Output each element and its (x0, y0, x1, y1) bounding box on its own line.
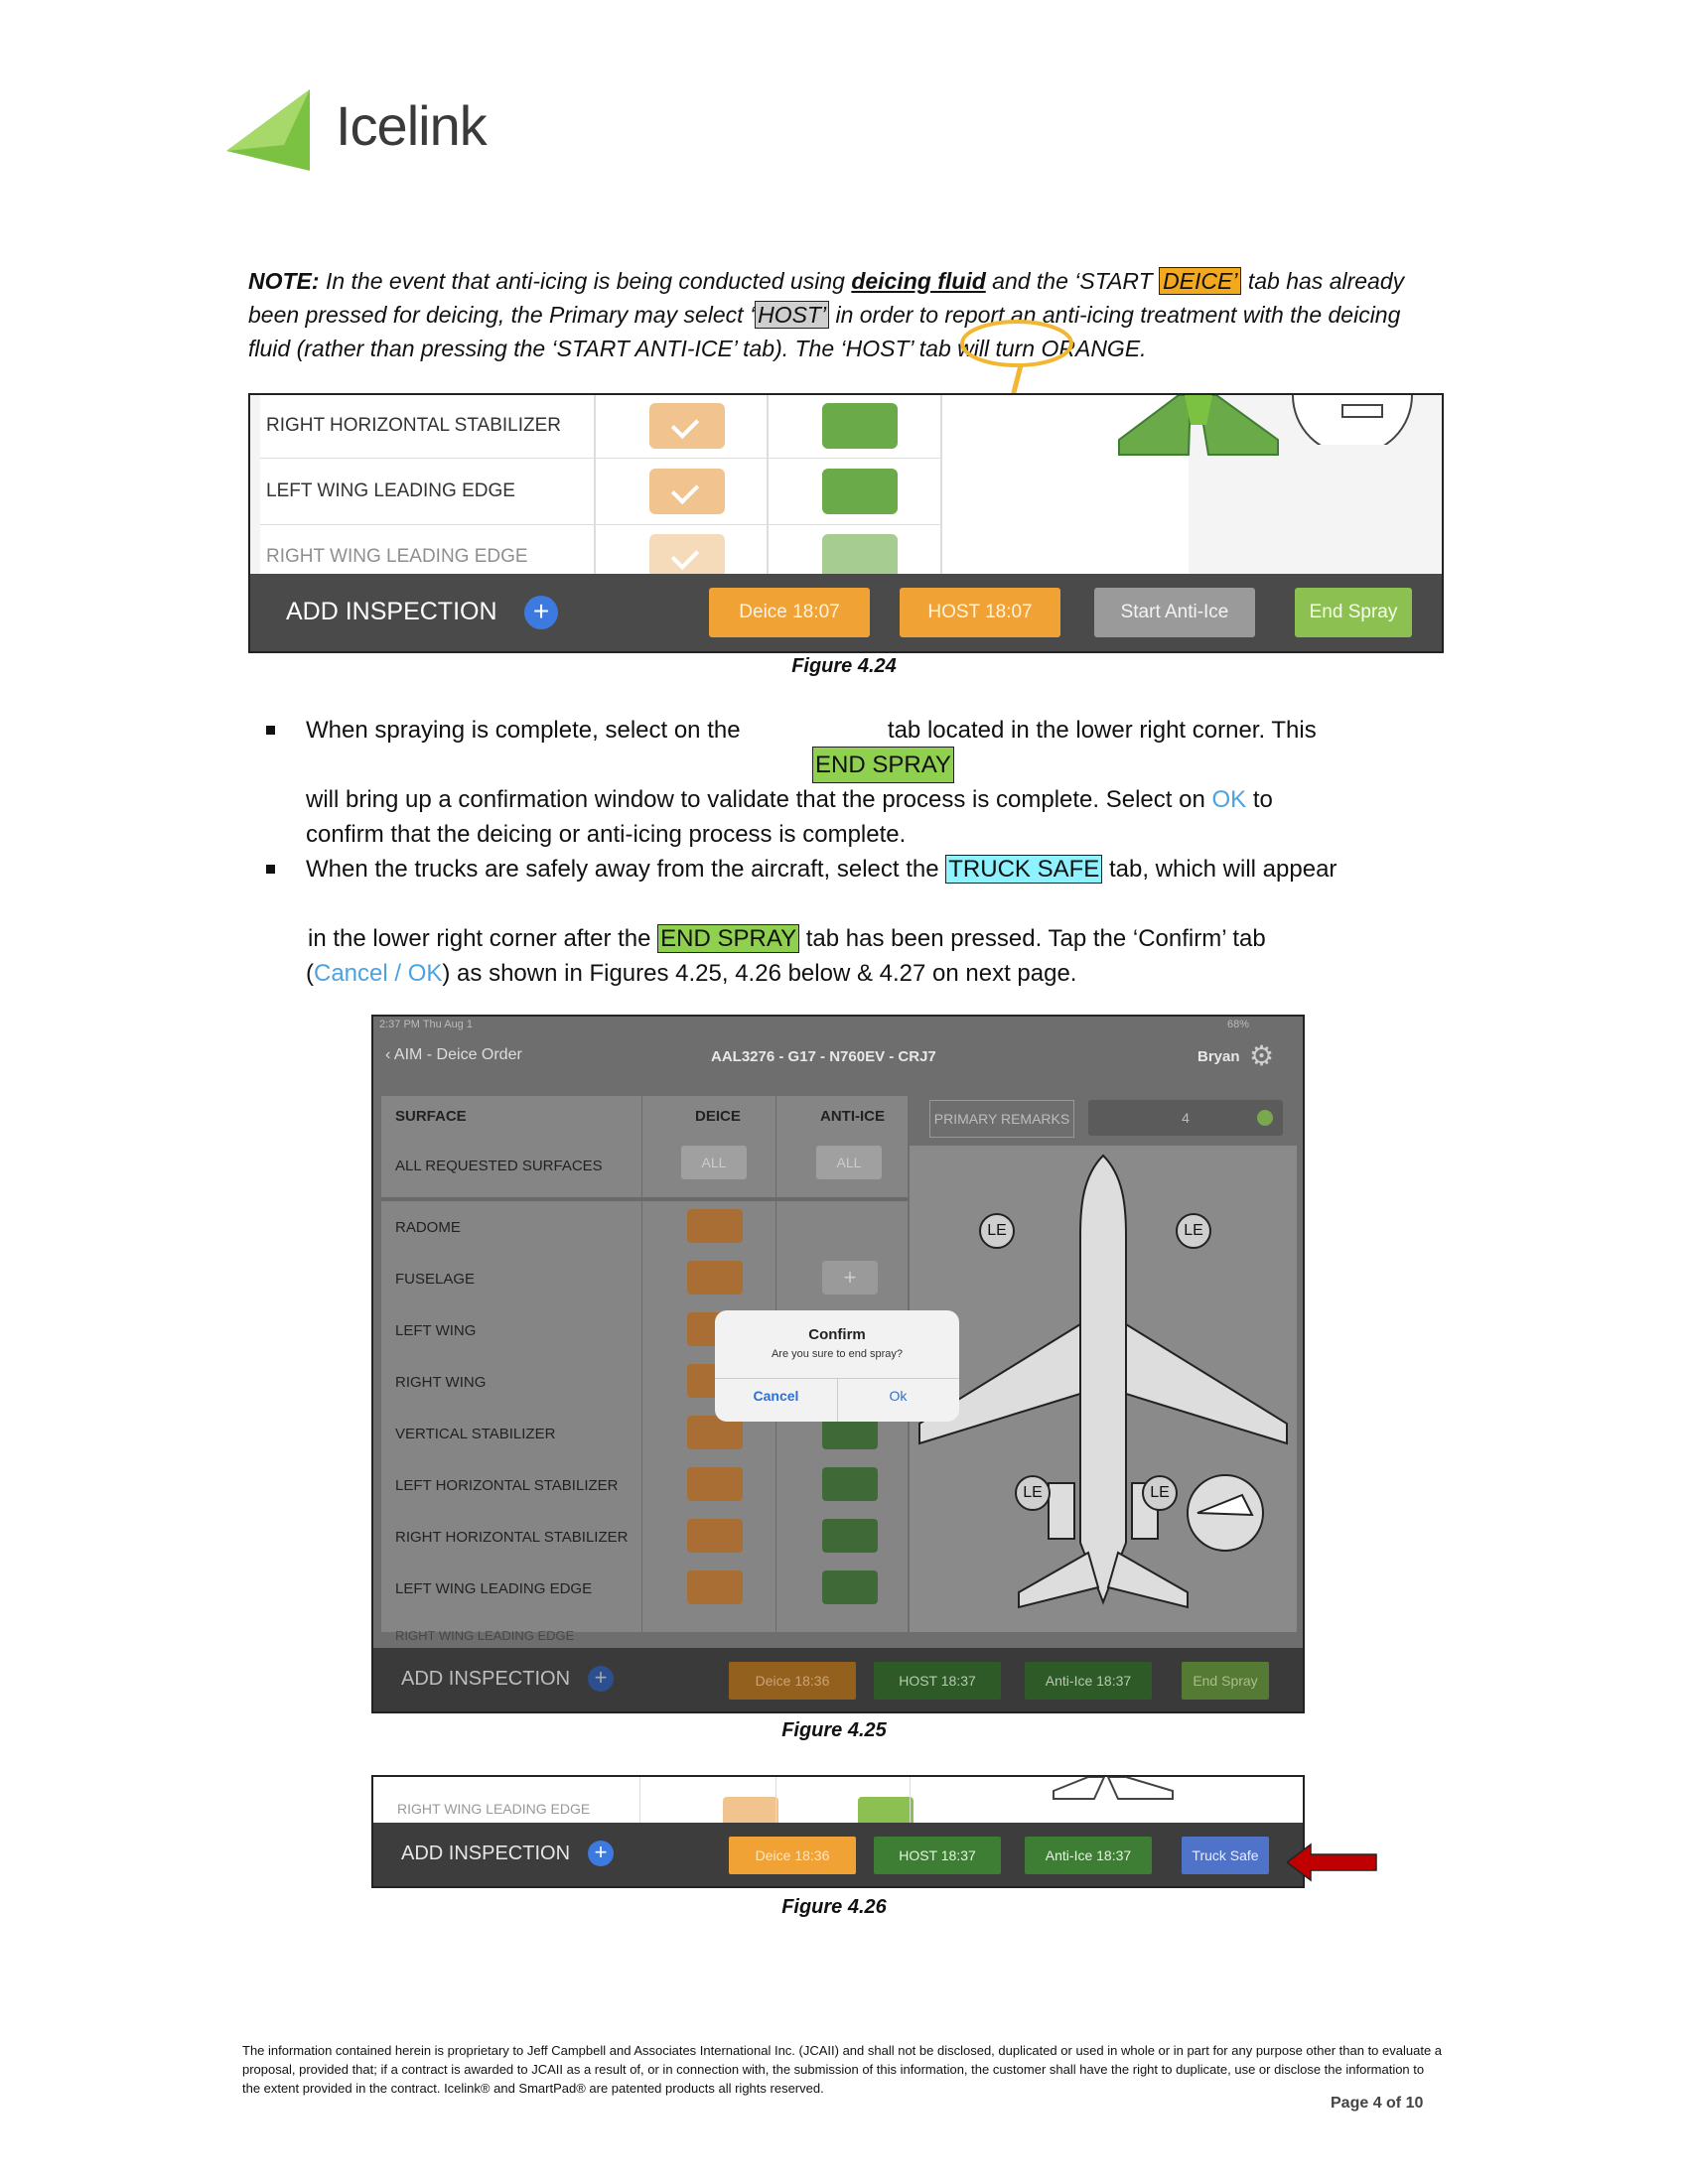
surface-row-label: RIGHT WING LEADING EDGE (395, 1628, 575, 1643)
bottom-action-bar (250, 574, 1442, 651)
bottom-action-bar (373, 1648, 1303, 1711)
end-spray-tag-highlight: END SPRAY (657, 924, 799, 953)
dialog-title: Confirm (808, 1326, 866, 1343)
all-requested-surfaces-label: ALL REQUESTED SURFACES (395, 1158, 603, 1174)
deice-check-button[interactable] (687, 1209, 743, 1243)
status-time: 2:37 PM Thu Aug 1 (379, 1019, 473, 1030)
deice-button[interactable]: Deice 18:07 (709, 588, 870, 637)
anti-ice-button[interactable]: Anti-Ice 18:37 (1025, 1837, 1152, 1874)
deice-check-button[interactable] (649, 469, 725, 514)
surface-row-label: RIGHT WING (395, 1374, 487, 1391)
deice-all-button[interactable]: ALL (681, 1146, 747, 1179)
orange-word: ORANGE. (1041, 336, 1147, 361)
remarks-count: 4 (1088, 1100, 1283, 1136)
end-spray-button[interactable]: End Spray (1182, 1662, 1269, 1700)
figure-4-24 (248, 393, 1444, 653)
deice-header: DEICE (695, 1108, 741, 1125)
deice-check-button[interactable] (687, 1261, 743, 1295)
truck-safe-button[interactable]: Truck Safe (1182, 1837, 1269, 1874)
figure-caption: Figure 4.24 (791, 655, 897, 677)
bullet-list: When spraying is complete, select on the tab located in the lower right corner. This END SPRAY will bring up a confirmation window to validate that the process is complete. Select on OK to confirm that the deicing or anti-icing process is complete. When the trucks are safely away from the aircraft, select the TRUCK SAFE tab, which will appear in the lower right corner after the END SPRAY tab has been pressed. Tap the ‘Confirm’ tab (Cancel / OK) as shown in Figures 4.25, 4.26 below & 4.27 on next page. (306, 713, 1448, 991)
deice-button[interactable]: Deice 18:36 (729, 1837, 856, 1874)
icelink-logo (226, 87, 336, 171)
figure-caption: Figure 4.25 (781, 1719, 887, 1741)
add-inspection-plus-icon[interactable]: + (524, 596, 558, 629)
deice-tag-highlight: DEICE’ (1159, 267, 1241, 295)
deice-button[interactable]: Deice 18:36 (729, 1662, 856, 1700)
surface-row-label: LEFT HORIZONTAL STABILIZER (395, 1477, 619, 1494)
bottom-action-bar (373, 1823, 1303, 1886)
flight-title: AAL3276 - G17 - N760EV - CRJ7 (711, 1048, 936, 1065)
host-tag-highlight: HOST’ (755, 301, 829, 329)
logo-mark-icon (226, 87, 336, 171)
dialog-ok-button[interactable]: Ok (889, 1388, 908, 1404)
deice-check-button[interactable] (649, 403, 725, 449)
cancel-ok-words: Cancel / OK (314, 960, 443, 987)
add-inspection-plus-icon[interactable]: + (588, 1841, 614, 1866)
surface-row-label: VERTICAL STABILIZER (395, 1426, 556, 1442)
surface-row-label: LEFT WING (395, 1322, 477, 1339)
deice-check-button[interactable] (687, 1467, 743, 1501)
deicing-fluid-emphasis: deicing fluid (851, 268, 986, 294)
surface-row-label: RADOME (395, 1219, 461, 1236)
battery-level: 68% (1227, 1019, 1250, 1030)
anti-ice-button[interactable]: Anti-Ice 18:37 (1025, 1662, 1152, 1700)
add-inspection-label: ADD INSPECTION (401, 1843, 571, 1864)
aircraft-tail-icon (1099, 395, 1298, 465)
anti-ice-header: ANTI-ICE (820, 1108, 885, 1125)
le-marker: LE (1142, 1475, 1178, 1511)
red-arrow-icon (1287, 1843, 1378, 1882)
add-inspection-label: ADD INSPECTION (286, 598, 497, 625)
logo-wordmark: Icelink (336, 94, 487, 157)
host-button[interactable]: HOST 18:37 (874, 1662, 1001, 1700)
anti-ice-cell[interactable] (822, 403, 898, 449)
anti-ice-check-button[interactable] (822, 1467, 878, 1501)
deice-check-button[interactable] (723, 1797, 778, 1823)
user-name: Bryan (1197, 1048, 1240, 1065)
primary-remarks-button[interactable]: PRIMARY REMARKS (929, 1100, 1074, 1138)
anti-ice-check-button[interactable] (822, 1570, 878, 1604)
back-button[interactable]: ‹ AIM - Deice Order (385, 1046, 522, 1063)
host-button[interactable]: HOST 18:37 (874, 1837, 1001, 1874)
dialog-message: Are you sure to end spray? (771, 1348, 904, 1360)
add-inspection-label: ADD INSPECTION (401, 1668, 571, 1690)
anti-ice-check-button[interactable] (858, 1797, 914, 1823)
surface-row-label: LEFT WING LEADING EDGE (395, 1580, 593, 1597)
chevron-left-icon: ‹ (385, 1046, 391, 1063)
aircraft-top-view-icon (910, 1146, 1297, 1632)
confirm-dialog (715, 1310, 959, 1422)
surface-row-label: FUSELAGE (395, 1271, 476, 1288)
figure-4-25 (371, 1015, 1305, 1713)
le-marker: LE (1176, 1213, 1211, 1249)
truck-safe-tag-highlight: TRUCK SAFE (945, 855, 1102, 884)
figure-caption: Figure 4.26 (781, 1896, 887, 1918)
surface-row-label: RIGHT HORIZONTAL STABILIZER (266, 415, 561, 436)
page-number: Page 4 of 10 (1331, 2095, 1424, 2112)
figure-4-26 (371, 1775, 1305, 1888)
end-spray-button[interactable]: End Spray (1295, 588, 1412, 637)
anti-ice-cell[interactable] (822, 469, 898, 514)
le-marker: LE (1015, 1475, 1051, 1511)
aircraft-tail-icon (1049, 1777, 1178, 1805)
deice-check-button[interactable] (687, 1519, 743, 1553)
surface-row-label: LEFT WING LEADING EDGE (266, 480, 515, 501)
host-button[interactable]: HOST 18:07 (900, 588, 1060, 637)
bullet-1-line-1: When spraying is complete, select on the tab located in the lower right corner. This (306, 713, 1448, 749)
add-anti-ice-plus-icon[interactable]: + (822, 1261, 878, 1295)
surface-row-label: RIGHT WING LEADING EDGE (266, 546, 528, 567)
end-spray-tag-highlight: END SPRAY (812, 747, 954, 783)
le-marker: LE (979, 1213, 1015, 1249)
anti-ice-all-button[interactable]: ALL (816, 1146, 882, 1179)
proprietary-footer: The information contained herein is proprietary to Jeff Campbell and Associates International Inc. (JCAII) and shall not be disclosed, duplicated or used in whole or in part for any purpose other than to evaluate a proposal, provided that; if a contract is awarded to JCAII as a result of, or in connection with, the submission of this information, the customer shall have the right to duplicate, use or disclose the information to the extent provided in the contract. Icelink® and SmartPad® are patented products all rights reserved. (242, 2043, 1443, 2096)
status-dot-icon (1257, 1110, 1273, 1126)
surface-row-label: RIGHT HORIZONTAL STABILIZER (395, 1529, 629, 1546)
aircraft-side-view-icon (1283, 395, 1422, 445)
anti-ice-check-button[interactable] (822, 1519, 878, 1553)
ok-word: OK (1211, 786, 1247, 813)
deice-check-button[interactable] (687, 1570, 743, 1604)
dialog-cancel-button[interactable]: Cancel (753, 1388, 799, 1404)
note-paragraph: NOTE: In the event that anti-icing is being conducted using deicing fluid and the ‘START DEICE’ tab has already been pressed for deicing, the Primary may select ‘ HOST’ in order to report an anti-icing treatment with the deicing fluid (rather than pressing the ‘START ANTI-ICE’ tab). The ‘HOST’ tab will turn ORANGE. (248, 268, 1405, 361)
surface-header: SURFACE (395, 1108, 467, 1125)
add-inspection-plus-icon[interactable]: + (588, 1666, 614, 1692)
surface-row-label: RIGHT WING LEADING EDGE (397, 1801, 591, 1817)
bullet-2-line-1: When the trucks are safely away from the aircraft, select the TRUCK SAFE tab, which will appear (306, 852, 1448, 887)
start-anti-ice-button[interactable]: Start Anti-Ice (1094, 588, 1255, 637)
gear-icon[interactable]: ⚙ (1249, 1040, 1275, 1071)
